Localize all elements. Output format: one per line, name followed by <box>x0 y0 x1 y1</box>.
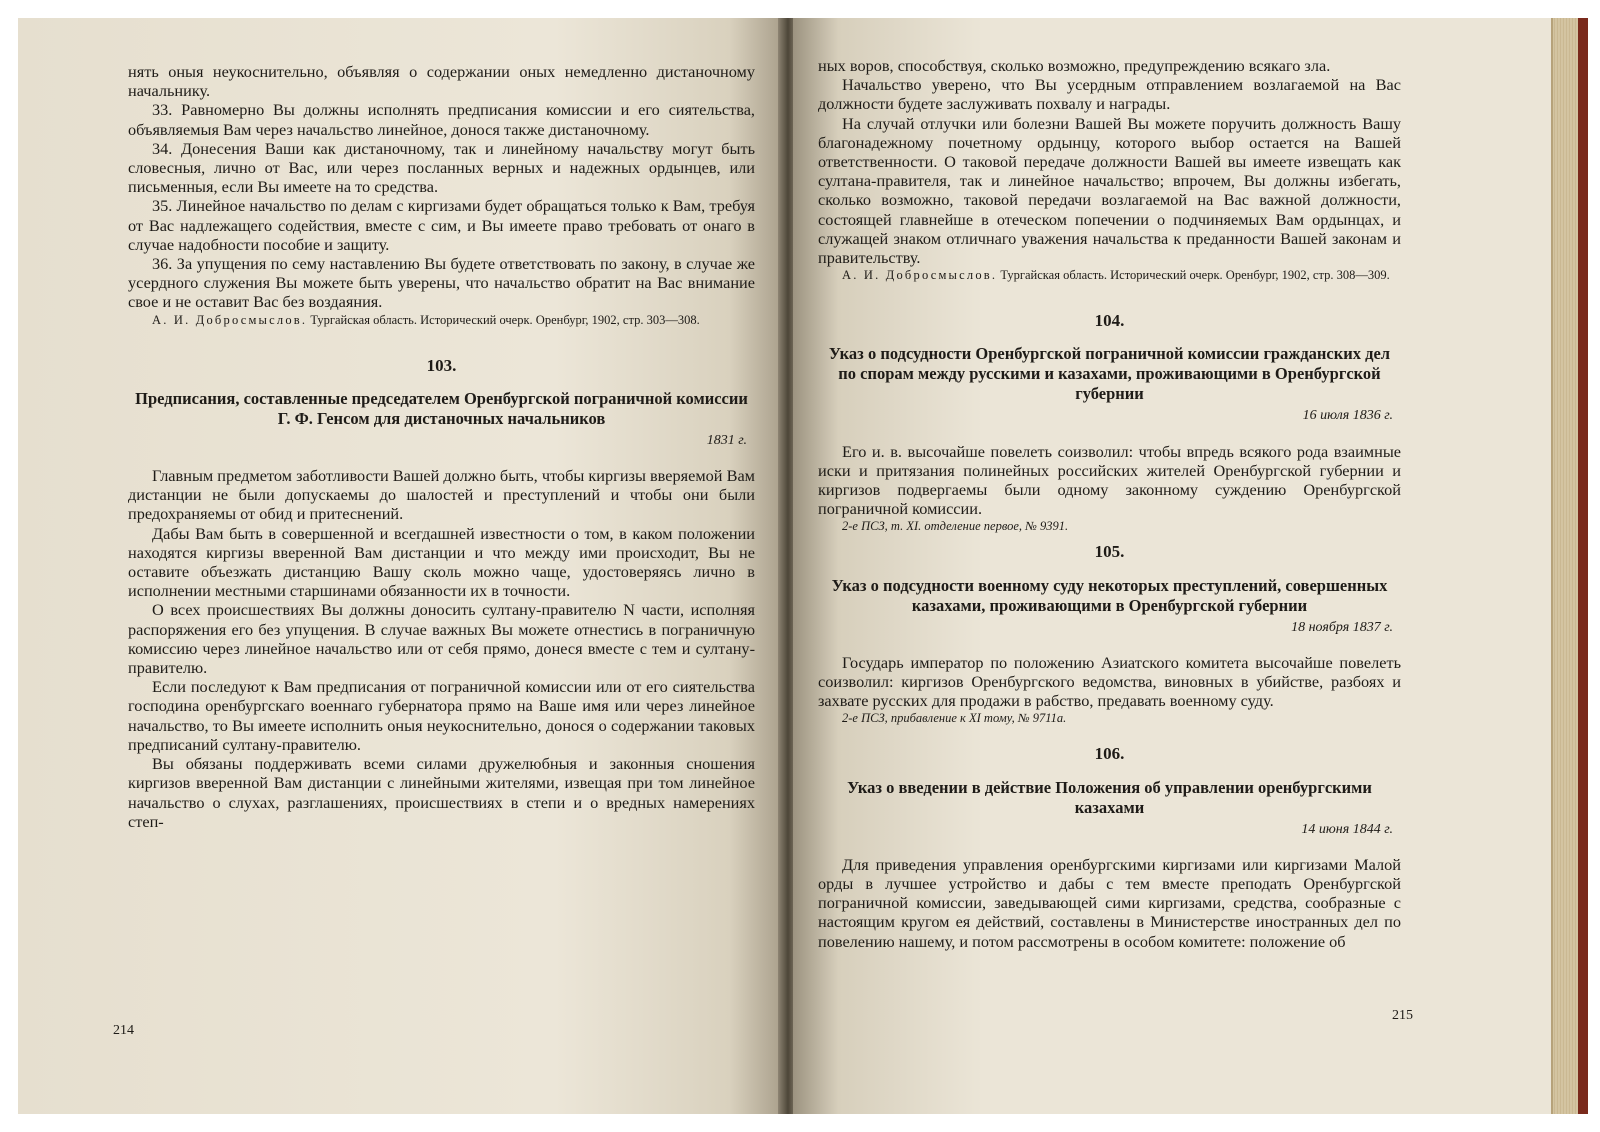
document-title: Указ о введении в действие Положения об управлении оренбургскими казахами <box>847 777 1372 817</box>
document-date: 14 июня 1844 г. <box>1301 821 1393 837</box>
paragraph: О всех происшествиях Вы должны доносить султану-правителю N части, исполняя распоряжения его без упущения. В случае важных Вы можете отнестись в пограничную комиссию через линейное начальство или от себя прямо, донеся вместе с тем и султану-правителю. <box>128 600 755 678</box>
paragraph: Главным предметом заботливости Вашей должно быть, чтобы киргизы вверяемой Вам дистанции не были допускаемы до шалостей и преступлений и чтобы они были предохраняемы от обид и притеснений. <box>128 466 755 524</box>
document-date: 16 июля 1836 г. <box>1302 408 1393 424</box>
open-book <box>18 18 1586 1114</box>
source-text: Тургайская область. Исторический очерк. Оренбург, 1902, стр. 303—308. <box>310 312 700 327</box>
paragraph: Вы обязаны поддерживать всеми силами дружелюбныя и законныя сношения киргизов вверенной Вам дистанции с линейными жителями, извещая при том линейное начальство о слухах, разглашениях, происшествиях в степи и о вредных намерениях степ- <box>128 754 755 831</box>
paragraph: 36. За упущения по сему наставлению Вы будете ответствовать по закону, в случае же усердного служения Вы можете быть уверены, что начальство обратит на Вас внимание свое и не оставит Вас без воздаяния. <box>128 254 755 312</box>
page-number: 215 <box>1392 1008 1413 1023</box>
document-date: 18 ноября 1837 г. <box>1291 619 1393 635</box>
source-citation: 2-е ПСЗ, т. XI. отделение первое, № 9391. <box>842 519 1069 534</box>
source-text: Тургайская область. Исторический очерк. Оренбург, 1902, стр. 308—309. <box>1000 268 1390 283</box>
right-page-text <box>818 56 1401 951</box>
document-number: 103. <box>426 355 457 375</box>
paragraph: Государь император по положению Азиатского комитета высочайше повелеть соизволил: киргизов Оренбургского ведомства, виновных в убийстве, разбоях и захвате русских для продажи в рабство, предавать военному суду. <box>818 652 1401 711</box>
page-edges <box>1551 18 1588 1114</box>
document-title: Предписания, составленные председателем Оренбургской пограничной комиссии Г. Ф. Генсом для дистаночных начальников <box>135 388 748 428</box>
source-citation: 2-е ПСЗ, прибавление к XI тому, № 9711а. <box>842 711 1067 726</box>
paragraph: Его и. в. высочайше повелеть соизволил: чтобы впредь всякого рода взаимные иски и притязания полинейных российских жителей Оренбургской губернии и киргизов подвергаемы были одному законному суждению Оренбургской пограничной комиссии. <box>818 441 1401 519</box>
paragraph: Начальство уверено, что Вы усердным отправлением возлагаемой на Вас должности будете заслуживать похвалу и награды. <box>818 75 1401 114</box>
right-page <box>793 18 1551 1114</box>
paragraph: Если последуют к Вам предписания от пограничной комиссии или от его сиятельства господина оренбургскаго военнаго губернатора прямо на Ваше имя или через линейное начальство, то Вы имеете исполнить оныя неукоснительно, донося о содержании таковых предписаний султану-правителю. <box>128 677 755 754</box>
document-title: Указ о подсудности Оренбургской пограничной комиссии гражданских дел по спорам между русскими и казахами, проживающими в Оренбургской губернии <box>828 344 1391 404</box>
paragraph: 34. Донесения Ваши как дистаночному, так и линейному начальству могут быть словесныя, лично от Вас, или через посланных верных и надежных ордынцев, или письменныя, если Вы имеете на то средства. <box>128 138 755 197</box>
document-title: Указ о подсудности военному суду некоторых преступлений, совершенных казахами, проживающими в Оренбургской губернии <box>831 575 1388 615</box>
source-author: А. И. Добросмыслов. <box>842 268 998 283</box>
left-page <box>18 18 783 1114</box>
paragraph: нять оныя неукоснительно, объявляя о содержании оных немедленно дистаночному начальнику. <box>128 62 755 101</box>
paragraph: 35. Линейное начальство по делам с киргизами будет обращаться только к Вам, требуя от Вас надлежащего содействия, вместе с сим, и Вы имеете право требовать от онаго в случае надобности пособие и защиту. <box>128 196 755 254</box>
document-number: 106. <box>1094 744 1125 764</box>
document-date: 1831 г. <box>706 432 747 448</box>
paragraph: 33. Равномерно Вы должны исполнять предписания комиссии и его сиятельства, объявляемыя Вам через начальство линейное, донося также дистаночному. <box>128 100 755 139</box>
document-number: 105. <box>1094 542 1125 562</box>
document-number: 104. <box>1094 311 1125 331</box>
paragraph: ных воров, способствуя, сколько возможно, предупреждению всякаго зла. <box>818 56 1331 75</box>
paragraph: На случай отлучки или болезни Вашей Вы можете поручить должность Вашу благонадежному почетному ордынцу, которого выбор остается на Вашей ответственности. О таковой передаче должности Вашей вы имеете извещать как султана-правителя, так и линейное начальство; впрочем, Вы должны избегать, сколько возможно, таковой передачи возлагаемой на Вас важной должности, состоящей главнейше в отеческом попечении о подчиняемых Вам ордынцах, и служащей знаком отличнаго уважения начальства к преданности Вашей законам и правительству. <box>818 113 1401 268</box>
source-author: А. И. Добросмыслов. <box>152 312 308 327</box>
left-page-text <box>128 62 755 831</box>
paragraph: Для приведения управления оренбургскими киргизами или киргизами Малой орды в лучшее устройство и дабы с тем вместе преподать Оренбургской пограничной комиссии, заведывающей сими киргизами, средства, сообразные с настоящим кругом ея действий, составлены в Министерстве иностранных дел по повелению нашему, и потом рассмотрены в особом комитете: положение об <box>818 854 1401 951</box>
source-citation <box>128 312 755 328</box>
page-number: 214 <box>113 1023 134 1038</box>
source-citation <box>818 267 1401 283</box>
paragraph: Дабы Вам быть в совершенной и всегдашней известности о том, в каком положении находятся киргизы вверенной Вам дистанции и что между ими происходит, Вы не оставите объезжать дистанцию Вашу сколь можно чаще, удостоверяясь лично в исполнении местными старшинами обязанности их в точности. <box>128 523 755 601</box>
